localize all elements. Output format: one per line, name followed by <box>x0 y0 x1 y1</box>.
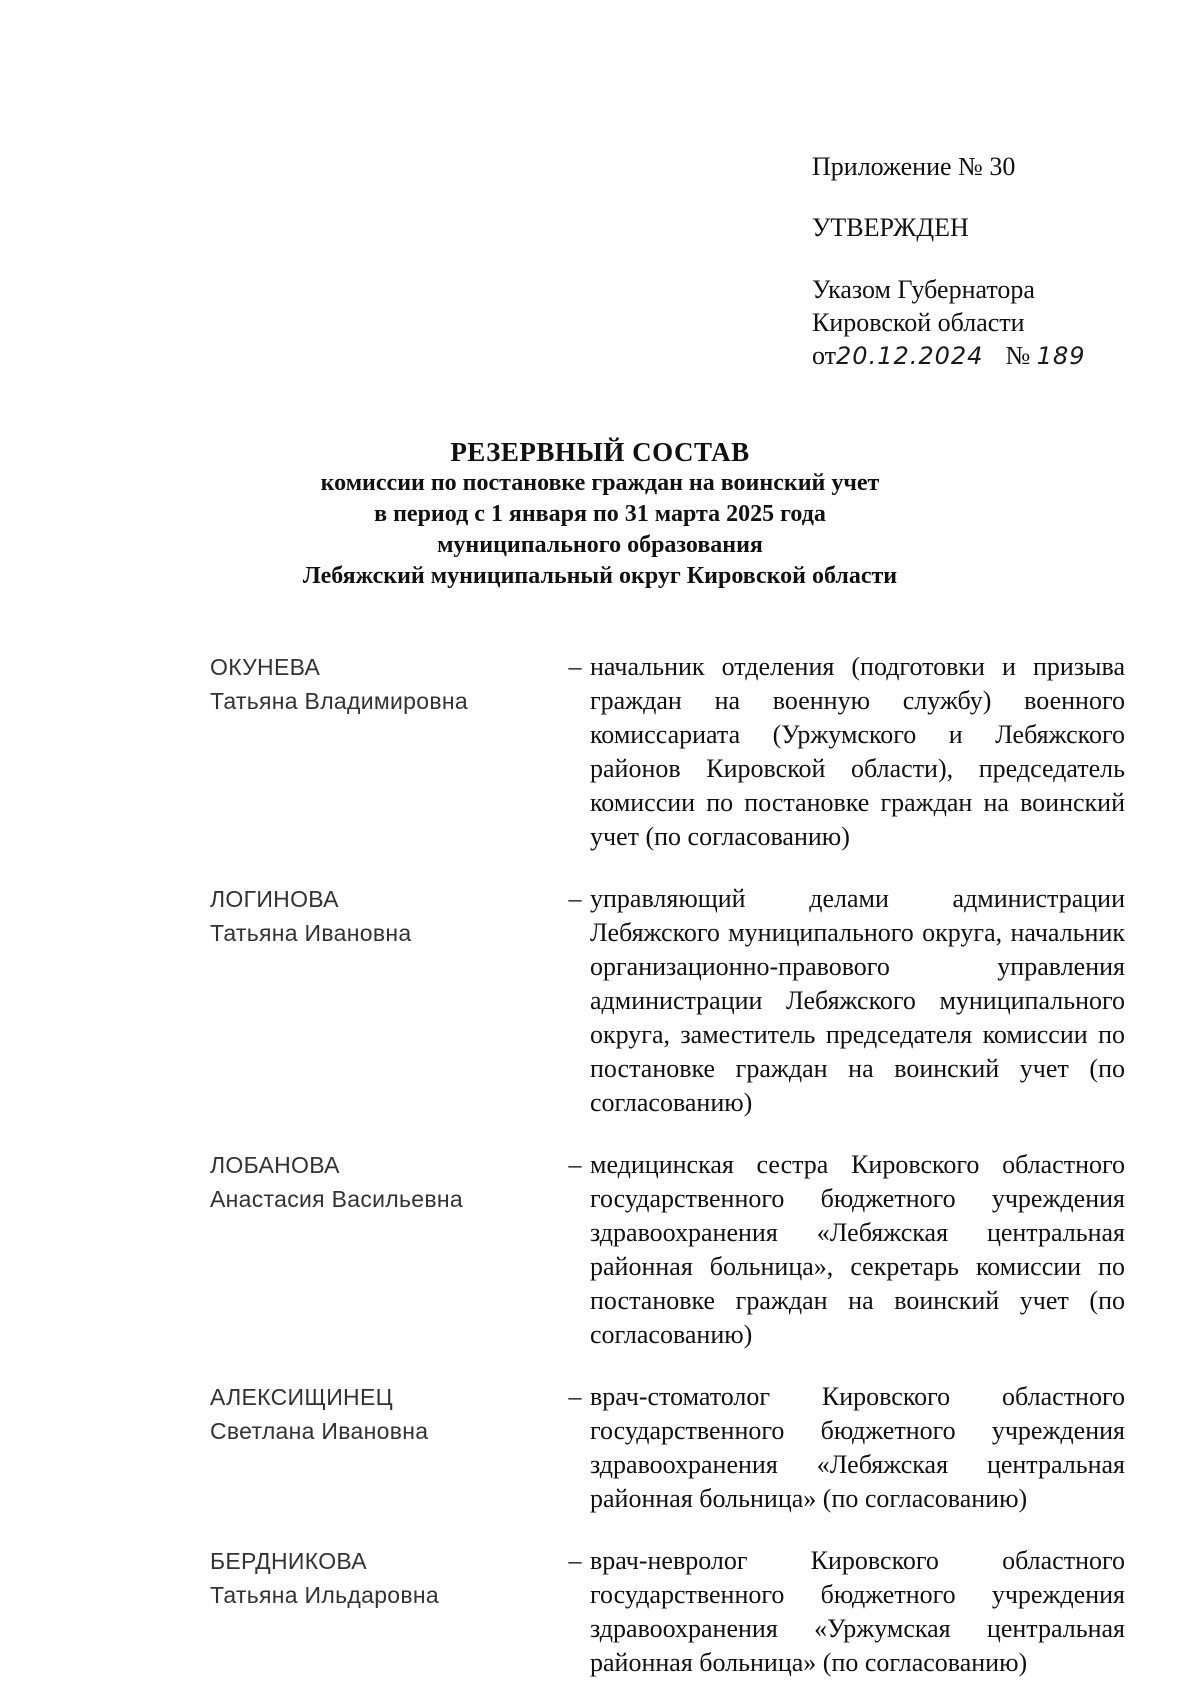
heading-line-2: комиссии по постановке граждан на воинский учет <box>320 470 880 496</box>
member-name <box>210 650 560 854</box>
heading-line-4: муниципального образования <box>437 532 763 558</box>
dash-separator: – <box>568 1546 582 1575</box>
members-list <box>210 650 1130 1680</box>
document-heading <box>0 437 1200 592</box>
member-given-names: Татьяна Ильдаровна <box>210 1582 439 1608</box>
appendix-label: Приложение № 30 <box>812 152 1016 181</box>
member-given-names: Татьяна Ивановна <box>210 920 412 946</box>
member-entry <box>210 882 1130 1120</box>
decree-date-line <box>812 339 1152 373</box>
heading-line-5: Лебяжский муниципальный округ Кировской области <box>302 563 898 589</box>
approval-block <box>812 150 1152 373</box>
member-surname: ОКУНЕВА <box>210 654 321 680</box>
decree-number: 189 <box>1036 342 1086 370</box>
member-entry <box>210 650 1130 854</box>
dash-separator: – <box>568 652 582 681</box>
dash-separator: – <box>568 884 582 913</box>
decree-line-1: Указом Губернатора <box>812 275 1035 304</box>
member-name <box>210 1544 560 1680</box>
member-given-names: Светлана Ивановна <box>210 1418 429 1444</box>
dash-separator: – <box>568 1150 582 1179</box>
member-name <box>210 882 560 1120</box>
document-title: РЕЗЕРВНЫЙ СОСТАВ <box>450 437 750 467</box>
date-prefix: от <box>812 341 837 370</box>
member-entry <box>210 1544 1130 1680</box>
member-surname: ЛОБАНОВА <box>210 1152 340 1178</box>
heading-line-3: в период с 1 января по 31 марта 2025 года <box>374 501 826 527</box>
decree-line-2: Кировской области <box>812 308 1025 337</box>
member-role: управляющий делами администрации Лебяжского муниципального округа, начальник организационно-правового управления администрации Лебяжского муниципального округа, заместитель председателя комиссии по постановке граждан на воинский учет (по согласованию) <box>590 884 1125 1117</box>
member-role: врач-стоматолог Кировского областного государственного бюджетного учреждения здравоохранения «Лебяжская центральная районная больница» (по согласованию) <box>590 1382 1125 1513</box>
number-prefix: № <box>1005 341 1031 370</box>
member-surname: АЛЕКСИЩИНЕЦ <box>210 1384 393 1410</box>
member-surname: БЕРДНИКОВА <box>210 1548 367 1574</box>
member-role: врач-невролог Кировского областного государственного бюджетного учреждения здравоохранения «Уржумская центральная районная больница» (по согласованию) <box>590 1546 1125 1677</box>
decree-date: 20.12.2024 <box>836 342 984 370</box>
member-name <box>210 1148 560 1352</box>
dash-separator: – <box>568 1382 582 1411</box>
member-name <box>210 1380 560 1516</box>
member-surname: ЛОГИНОВА <box>210 886 339 912</box>
member-entry <box>210 1148 1130 1352</box>
member-given-names: Татьяна Владимировна <box>210 688 468 714</box>
member-role: начальник отделения (подготовки и призыва граждан на военную службу) военного комиссариата (Уржумского и Лебяжского районов Кировской области), председатель комиссии по постановке граждан на воинский учет (по согласованию) <box>590 652 1125 851</box>
member-role: медицинская сестра Кировского областного государственного бюджетного учреждения здравоохранения «Лебяжская центральная районная больница», секретарь комиссии по постановке граждан на воинский учет (по согласованию) <box>590 1150 1125 1349</box>
approved-label: УТВЕРЖДЕН <box>812 213 969 242</box>
member-given-names: Анастасия Васильевна <box>210 1186 463 1212</box>
member-entry <box>210 1380 1130 1516</box>
